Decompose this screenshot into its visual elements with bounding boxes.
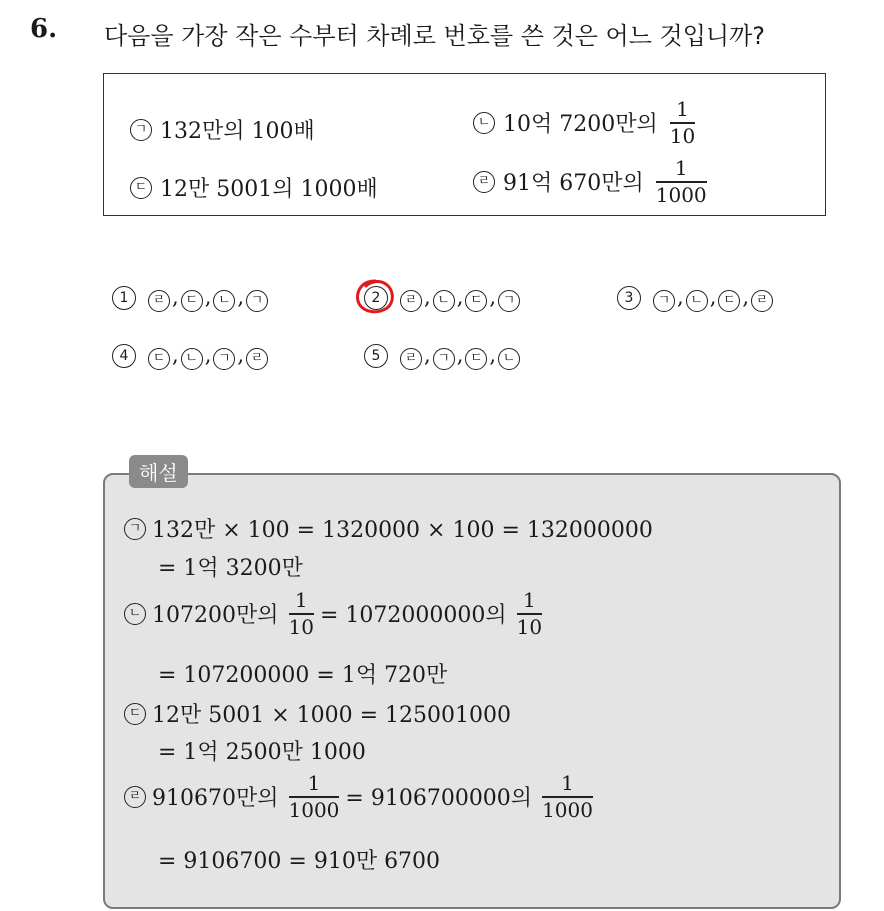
circled-giyeok-icon: ㄱ — [124, 518, 146, 540]
given-item-c: ㄷ 12만 5001의 1000배 — [130, 172, 378, 203]
option-3[interactable]: 3 ㄱ , ㄴ , ㄷ , ㄹ — [617, 285, 775, 312]
fraction: $\frac{1}{1000}$ — [655, 156, 707, 207]
circled-nieun-icon: ㄴ — [473, 112, 495, 134]
solution-line-d: ㄹ 910670만의 $\frac{1}{1000}$ = 9106700000의 $\frac{1}{1000}$ — [124, 773, 593, 821]
option-5[interactable]: 5 ㄹ , ㄱ , ㄷ , ㄴ — [364, 343, 522, 370]
question-number: 6. — [30, 14, 58, 44]
solution-line-d2: = 9106700 = 910만 6700 — [158, 849, 441, 874]
solution-line-c: ㄷ 12만 5001 × 1000 = 125001000 — [124, 698, 511, 729]
option-1[interactable]: 1 ㄹ , ㄷ , ㄴ , ㄱ — [112, 285, 270, 312]
solution-line-b: ㄴ 107200만의 $\frac{1}{10}$ = 1072000000의 $\frac{1}{10}$ — [124, 590, 542, 638]
option-2[interactable]: 2 ㄹ , ㄴ , ㄷ , ㄱ — [364, 285, 522, 312]
given-item-a: ㄱ 132만의 100배 — [130, 114, 315, 145]
circled-rieul-icon: ㄹ — [473, 171, 495, 193]
fraction: $\frac{1}{10}$ — [669, 97, 696, 148]
circled-digeut-icon: ㄷ — [124, 703, 146, 725]
given-item-d: ㄹ 91억 670만의 $\frac{1}{1000}$ — [473, 158, 707, 206]
option-4[interactable]: 4 ㄷ , ㄴ , ㄱ , ㄹ — [112, 343, 270, 370]
circled-digeut-icon: ㄷ — [130, 177, 152, 199]
solution-line-a2: = 1억 3200만 — [158, 556, 303, 581]
answer-circle-mark — [353, 277, 397, 317]
solution-line-c2: = 1억 2500만 1000 — [158, 740, 366, 765]
solution-tag: 해설 — [129, 455, 188, 488]
question-text: 다음을 가장 작은 수부터 차례로 번호를 쓴 것은 어느 것입니까? — [104, 22, 765, 50]
circled-nieun-icon: ㄴ — [124, 603, 146, 625]
given-item-b: ㄴ 10억 7200만의 $\frac{1}{10}$ — [473, 99, 695, 147]
solution-line-b2: = 107200000 = 1억 720만 — [158, 663, 448, 688]
circled-rieul-icon: ㄹ — [124, 786, 146, 808]
circled-giyeok-icon: ㄱ — [130, 119, 152, 141]
solution-line-a: ㄱ 132만 × 100 = 1320000 × 100 = 132000000 — [124, 513, 653, 544]
